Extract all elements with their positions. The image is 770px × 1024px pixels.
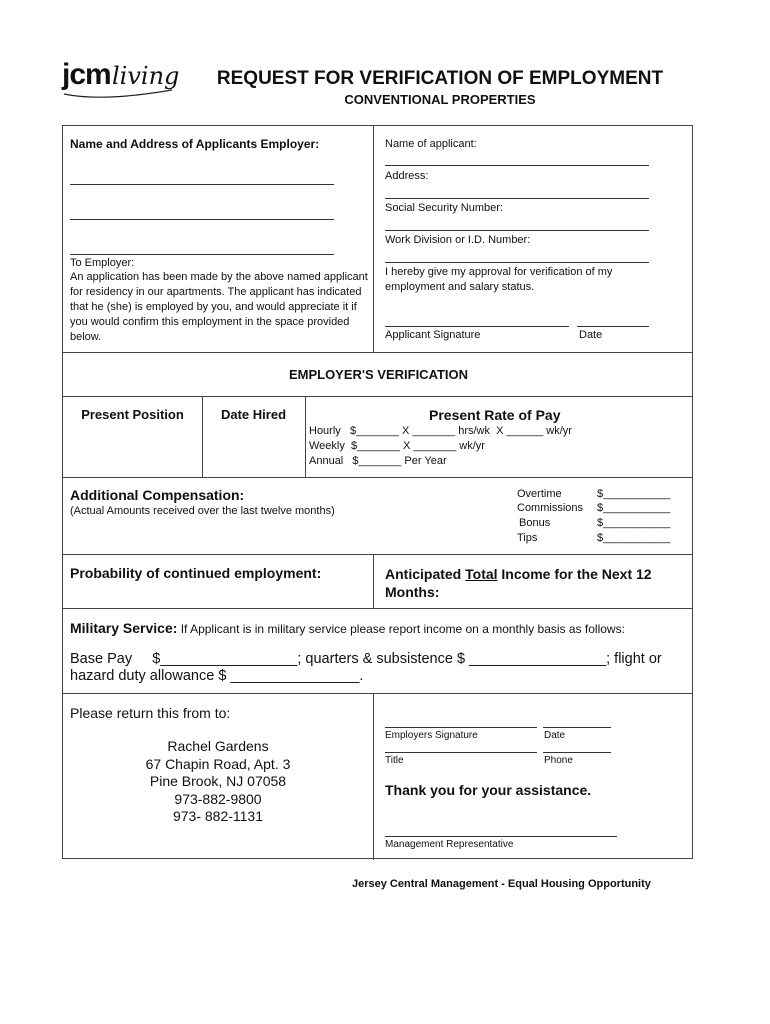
anticipated-income-heading xyxy=(385,565,685,601)
employer-line-2[interactable] xyxy=(70,219,334,220)
address-line[interactable] xyxy=(385,198,649,199)
divider xyxy=(373,693,374,860)
divider xyxy=(63,396,692,397)
employers-date-label: Date xyxy=(544,730,566,741)
page-subtitle: CONVENTIONAL PROPERTIES xyxy=(344,92,536,107)
work-division-label: Work Division or I.D. Number: xyxy=(385,234,531,246)
mgmt-rep-line[interactable] xyxy=(385,836,617,837)
rate-weekly[interactable]: Weekly $_______ X _______ wk/yr xyxy=(309,440,485,452)
address-label: Address: xyxy=(385,170,429,182)
applicant-signature-label: Applicant Signature xyxy=(385,329,481,341)
total-text: Total xyxy=(465,566,498,582)
logo-living-text: living xyxy=(112,62,180,90)
comp-tips-label: Tips xyxy=(517,532,538,544)
military-line-1[interactable]: Base Pay $_________________; quarters & subsistence $ _________________; flight or xyxy=(70,651,662,667)
return-address-block xyxy=(63,738,373,826)
comp-overtime-value[interactable]: $___________ xyxy=(597,488,671,500)
comp-overtime-label: Overtime xyxy=(517,488,562,500)
comp-bonus-value[interactable]: $___________ xyxy=(597,517,671,529)
title-line[interactable] xyxy=(385,752,537,753)
rate-hourly[interactable]: Hourly $_______ X _______ hrs/wk X ______ wk/yr xyxy=(309,425,572,437)
present-position-label: Present Position xyxy=(81,407,184,422)
approval-text: I hereby give my approval for verification of my employment and salary status. xyxy=(385,266,613,293)
additional-compensation-note: (Actual Amounts received over the last twelve months) xyxy=(70,505,335,517)
return-street: 67 Chapin Road, Apt. 3 xyxy=(145,755,291,772)
employers-signature-label: Employers Signature xyxy=(385,730,478,741)
probability-heading: Probability of continued employment: xyxy=(70,565,322,581)
comp-tips-value[interactable]: $___________ xyxy=(597,532,671,544)
employer-name-label: Name and Address of Applicants Employer: xyxy=(70,137,320,151)
return-label: Please return this from to: xyxy=(70,705,231,721)
divider xyxy=(373,126,374,352)
employers-verification-heading: EMPLOYER'S VERIFICATION xyxy=(288,367,469,382)
to-employer-text: An application has been made by the above named applicant for residency in our apartments. The applicant has indicated that he (she) is employed by you, and would appreciate it if you would confirm this employment in the space provided below. xyxy=(70,271,368,343)
phone-line[interactable] xyxy=(543,752,611,753)
employer-line-1[interactable] xyxy=(70,184,334,185)
divider xyxy=(63,477,692,478)
phone-label: Phone xyxy=(544,755,573,766)
logo-jcm-text: jcm xyxy=(62,58,111,91)
mgmt-rep-label: Management Representative xyxy=(385,839,514,850)
date-hired-label: Date Hired xyxy=(220,407,287,422)
divider xyxy=(63,693,692,694)
divider xyxy=(305,396,306,477)
comp-commissions-label: Commissions xyxy=(517,502,584,514)
military-instructions: If Applicant is in military service please report income on a monthly basis as follows: xyxy=(177,622,625,636)
return-phone-1: 973-882-9800 xyxy=(174,790,262,807)
divider xyxy=(63,608,692,609)
rate-annual[interactable]: Annual $_______ Per Year xyxy=(309,455,447,467)
return-name: Rachel Gardens xyxy=(167,738,269,754)
military-service-line xyxy=(70,620,625,636)
page-title: REQUEST FOR VERIFICATION OF EMPLOYMENT xyxy=(216,68,664,89)
comp-commissions-value[interactable]: $___________ xyxy=(597,502,671,514)
thank-you-text: Thank you for your assistance. xyxy=(385,782,592,798)
military-service-heading: Military Service: xyxy=(70,620,178,636)
employer-line-3[interactable] xyxy=(70,254,334,255)
applicant-name-label: Name of applicant: xyxy=(385,138,477,150)
military-line-2[interactable]: hazard duty allowance $ ________________. xyxy=(70,668,364,684)
return-city: Pine Brook, NJ 07058 xyxy=(149,773,287,789)
jcm-living-logo xyxy=(62,58,182,106)
divider xyxy=(373,554,374,608)
divider xyxy=(63,554,692,555)
applicant-signature-line[interactable] xyxy=(385,326,569,327)
divider xyxy=(63,352,692,353)
applicant-name-line[interactable] xyxy=(385,165,649,166)
title-label: Title xyxy=(385,755,404,766)
applicant-date-line[interactable] xyxy=(577,326,649,327)
anticipated-text: Anticipated xyxy=(385,566,466,582)
work-division-line[interactable] xyxy=(385,262,649,263)
to-employer-label: To Employer: xyxy=(70,257,135,269)
employers-signature-line[interactable] xyxy=(385,727,537,728)
employers-date-line[interactable] xyxy=(543,727,611,728)
verification-form xyxy=(62,125,693,859)
present-rate-label: Present Rate of Pay xyxy=(429,407,561,423)
ssn-line[interactable] xyxy=(385,230,649,231)
applicant-date-label: Date xyxy=(579,329,603,341)
ssn-label: Social Security Number: xyxy=(385,202,503,214)
additional-compensation-heading: Additional Compensation: xyxy=(70,487,245,503)
logo-swoosh-icon xyxy=(62,88,182,102)
return-phone-2: 973- 882-1131 xyxy=(172,808,264,824)
footer-text: Jersey Central Management - Equal Housing Opportunity xyxy=(352,878,651,890)
income-next-12-text: Income for the Next 12 Months: xyxy=(385,566,652,600)
comp-bonus-label: Bonus xyxy=(519,517,551,529)
